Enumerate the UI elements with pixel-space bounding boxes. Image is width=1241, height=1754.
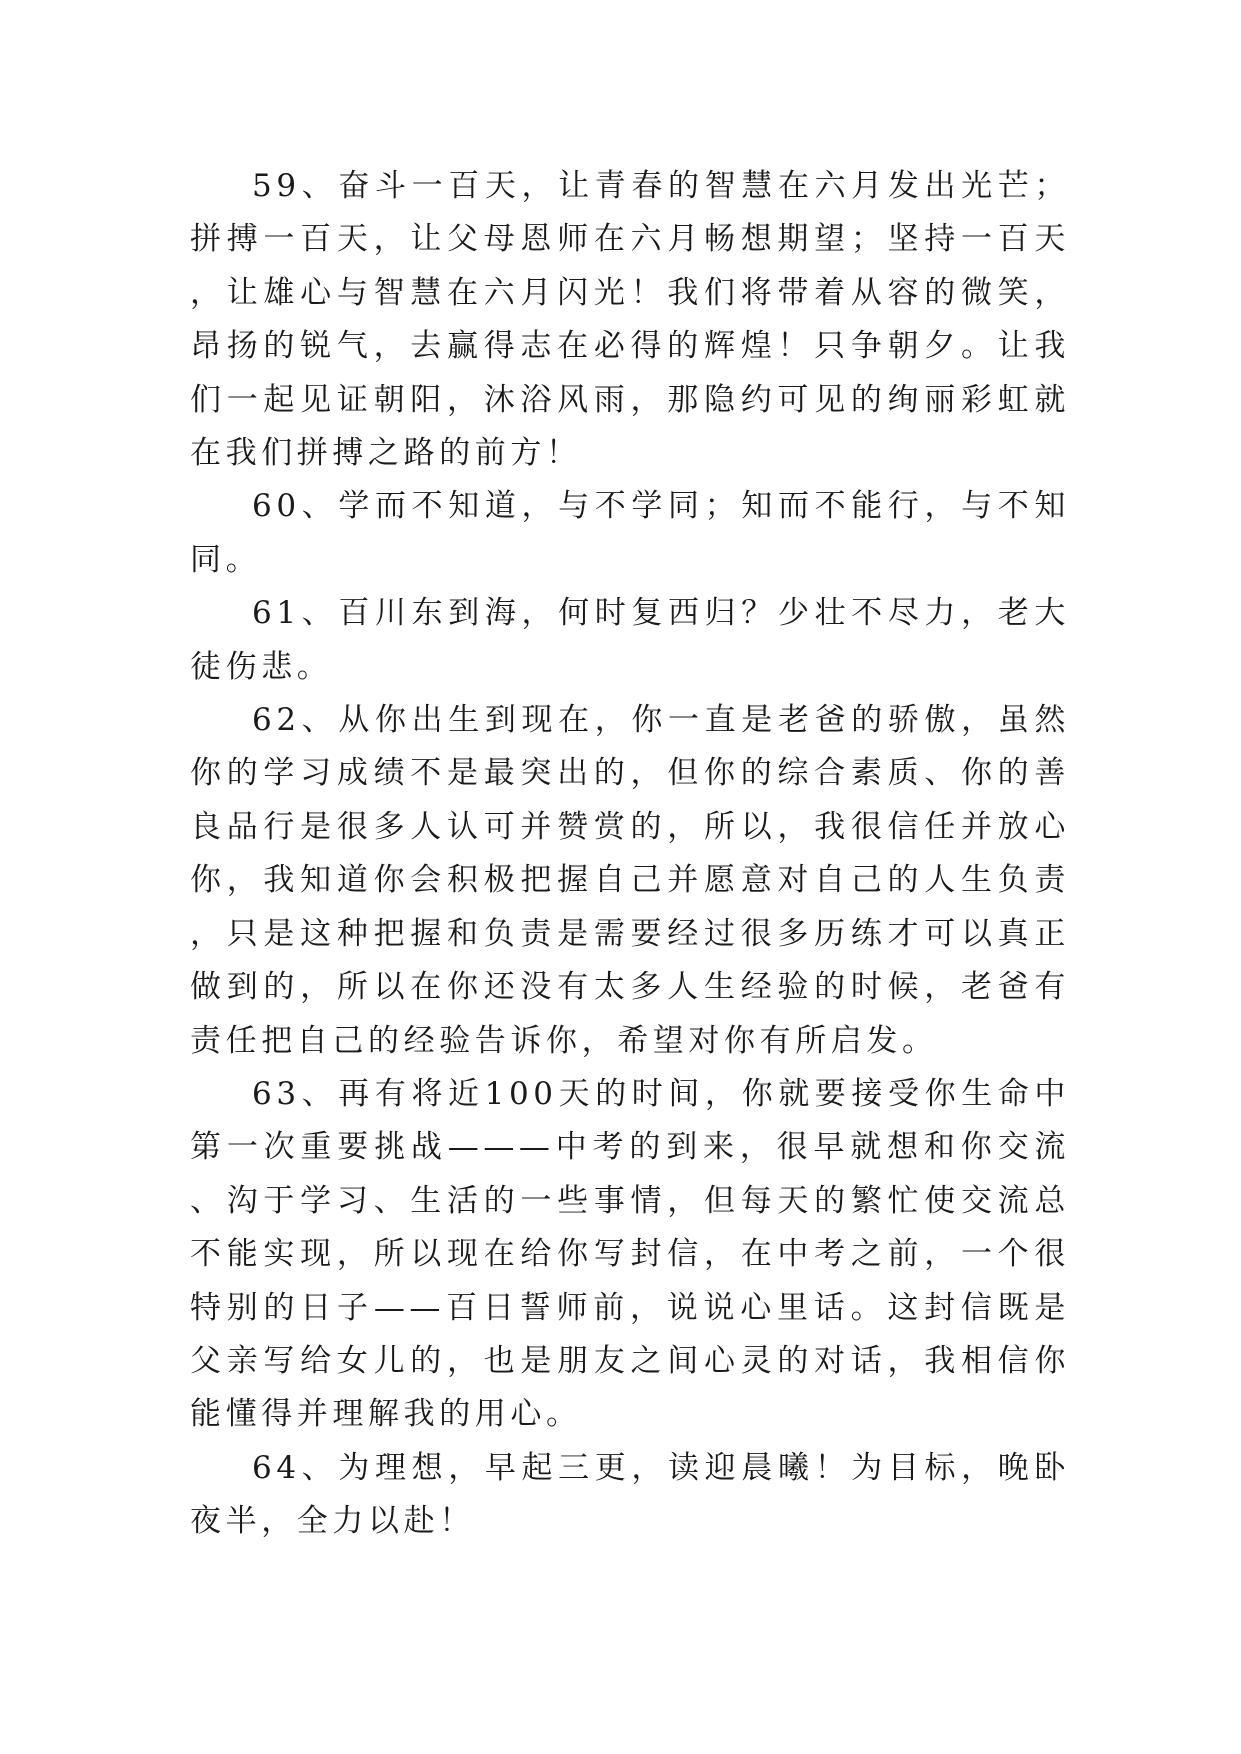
paragraph-61: 61、百川东到海，何时复西归？少壮不尽力，老大徒伤悲。 — [190, 595, 1070, 685]
paragraph-62: 62、从你出生到现在，你一直是老爸的骄傲，虽然你的学习成绩不是最突出的，但你的综合素质、你的善良品行是很多人认可并赞赏的，所以，我很信任并放心你，我知道你会积极把握自己并愿意对自己的人生负责，只是这种把握和负责是需要经过很多历练才可以真正做到的，所以在你还没有太多人生经验的时候，老爸有责任把自己的经验告诉你，希望对你有所启发。 — [190, 702, 1070, 1059]
paragraph-60: 60、学而不知道，与不学同；知而不能行，与不知同。 — [190, 488, 1070, 578]
paragraph-63: 63、再有将近100天的时间，你就要接受你生命中第一次重要挑战———中考的到来，很早就想和你交流、沟于学习、生活的一些事情，但每天的繁忙使交流总不能实现，所以现在给你写封信，在中考之前，一个很特别的日子——百日誓师前，说说心里话。这封信既是父亲写给女儿的，也是朋友之间心灵的对话，我相信你能懂得并理解我的用心。 — [190, 1075, 1070, 1433]
document-body — [190, 160, 1070, 1549]
paragraph-64: 64、为理想，早起三更，读迎晨曦！为目标，晚卧夜半，全力以赴！ — [190, 1449, 1070, 1540]
paragraph-59: 59、奋斗一百天，让青春的智慧在六月发出光芒；拼搏一百天，让父母恩师在六月畅想期望；坚持一百天，让雄心与智慧在六月闪光！我们将带着从容的微笑，昂扬的锐气，去赢得志在必得的辉煌！只争朝夕。让我们一起见证朝阳，沐浴风雨，那隐约可见的绚丽彩虹就在我们拼搏之路的前方！ — [190, 168, 1070, 472]
